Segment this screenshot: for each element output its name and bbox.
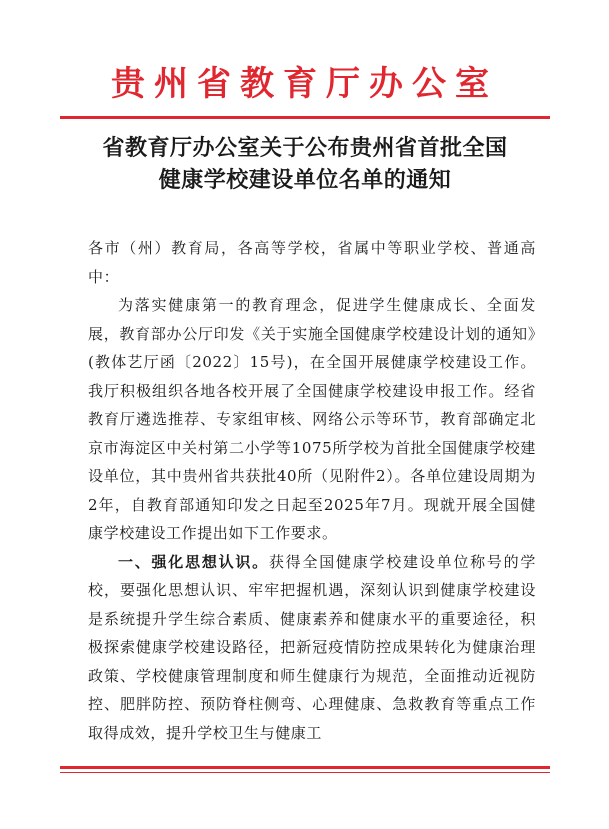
letterhead-org-name: 贵州省教育厅办公室 <box>111 64 498 104</box>
document-title <box>60 132 550 196</box>
section-1 <box>88 548 536 748</box>
paragraph-1: 为落实健康第一的教育理念，促进学生健康成长、全面发展，教育部办公厅印发《关于实施全国健康学校建设计划的通知》(教体艺厅函〔2022〕15号)，在全国开展健康学校建设工作。我厅积极组织各地各校开展了全国健康学校建设申报工作。经省教育厅遴选推荐、专家组审核、网络公示等环节，教育部确定北京市海淀区中关村第二小学等1075所学校为首批全国健康学校建设单位，其中贵州省共获批40所（见附件2）。各单位建设周期为2年，自教育部通知印发之日起至2025年7月。现就开展全国健康学校建设工作提出如下工作要求。 <box>88 296 536 542</box>
document-body <box>88 234 536 747</box>
title-line-1: 省教育厅办公室关于公布贵州省首批全国 <box>102 135 508 161</box>
footer-red-rule-thin <box>60 772 550 773</box>
title-line-2: 健康学校建设单位名单的通知 <box>158 167 452 193</box>
section-1-heading: 一、强化思想认识。 <box>118 552 269 571</box>
footer-red-rule-thick <box>60 766 550 769</box>
section-1-body: 获得全国健康学校建设单位称号的学校，要强化思想认识、牢牢把握机遇，深刻认识到健康学校建设是系统提升学生综合素质、健康素养和健康水平的重要途径，积极探索健康学校建设路径，把新冠疫情防控成果转化为健康治理政策、学校健康管理制度和师生健康行为规范，全面推动近视防控、肥胖防控、预防脊柱侧弯、心理健康、急救教育等重点工作取得成效，提升学校卫生与健康工 <box>88 552 536 742</box>
letterhead-red-rule <box>60 116 550 119</box>
salutation: 各市（州）教育局，各高等学校，省属中等职业学校、普通高中： <box>88 239 536 286</box>
